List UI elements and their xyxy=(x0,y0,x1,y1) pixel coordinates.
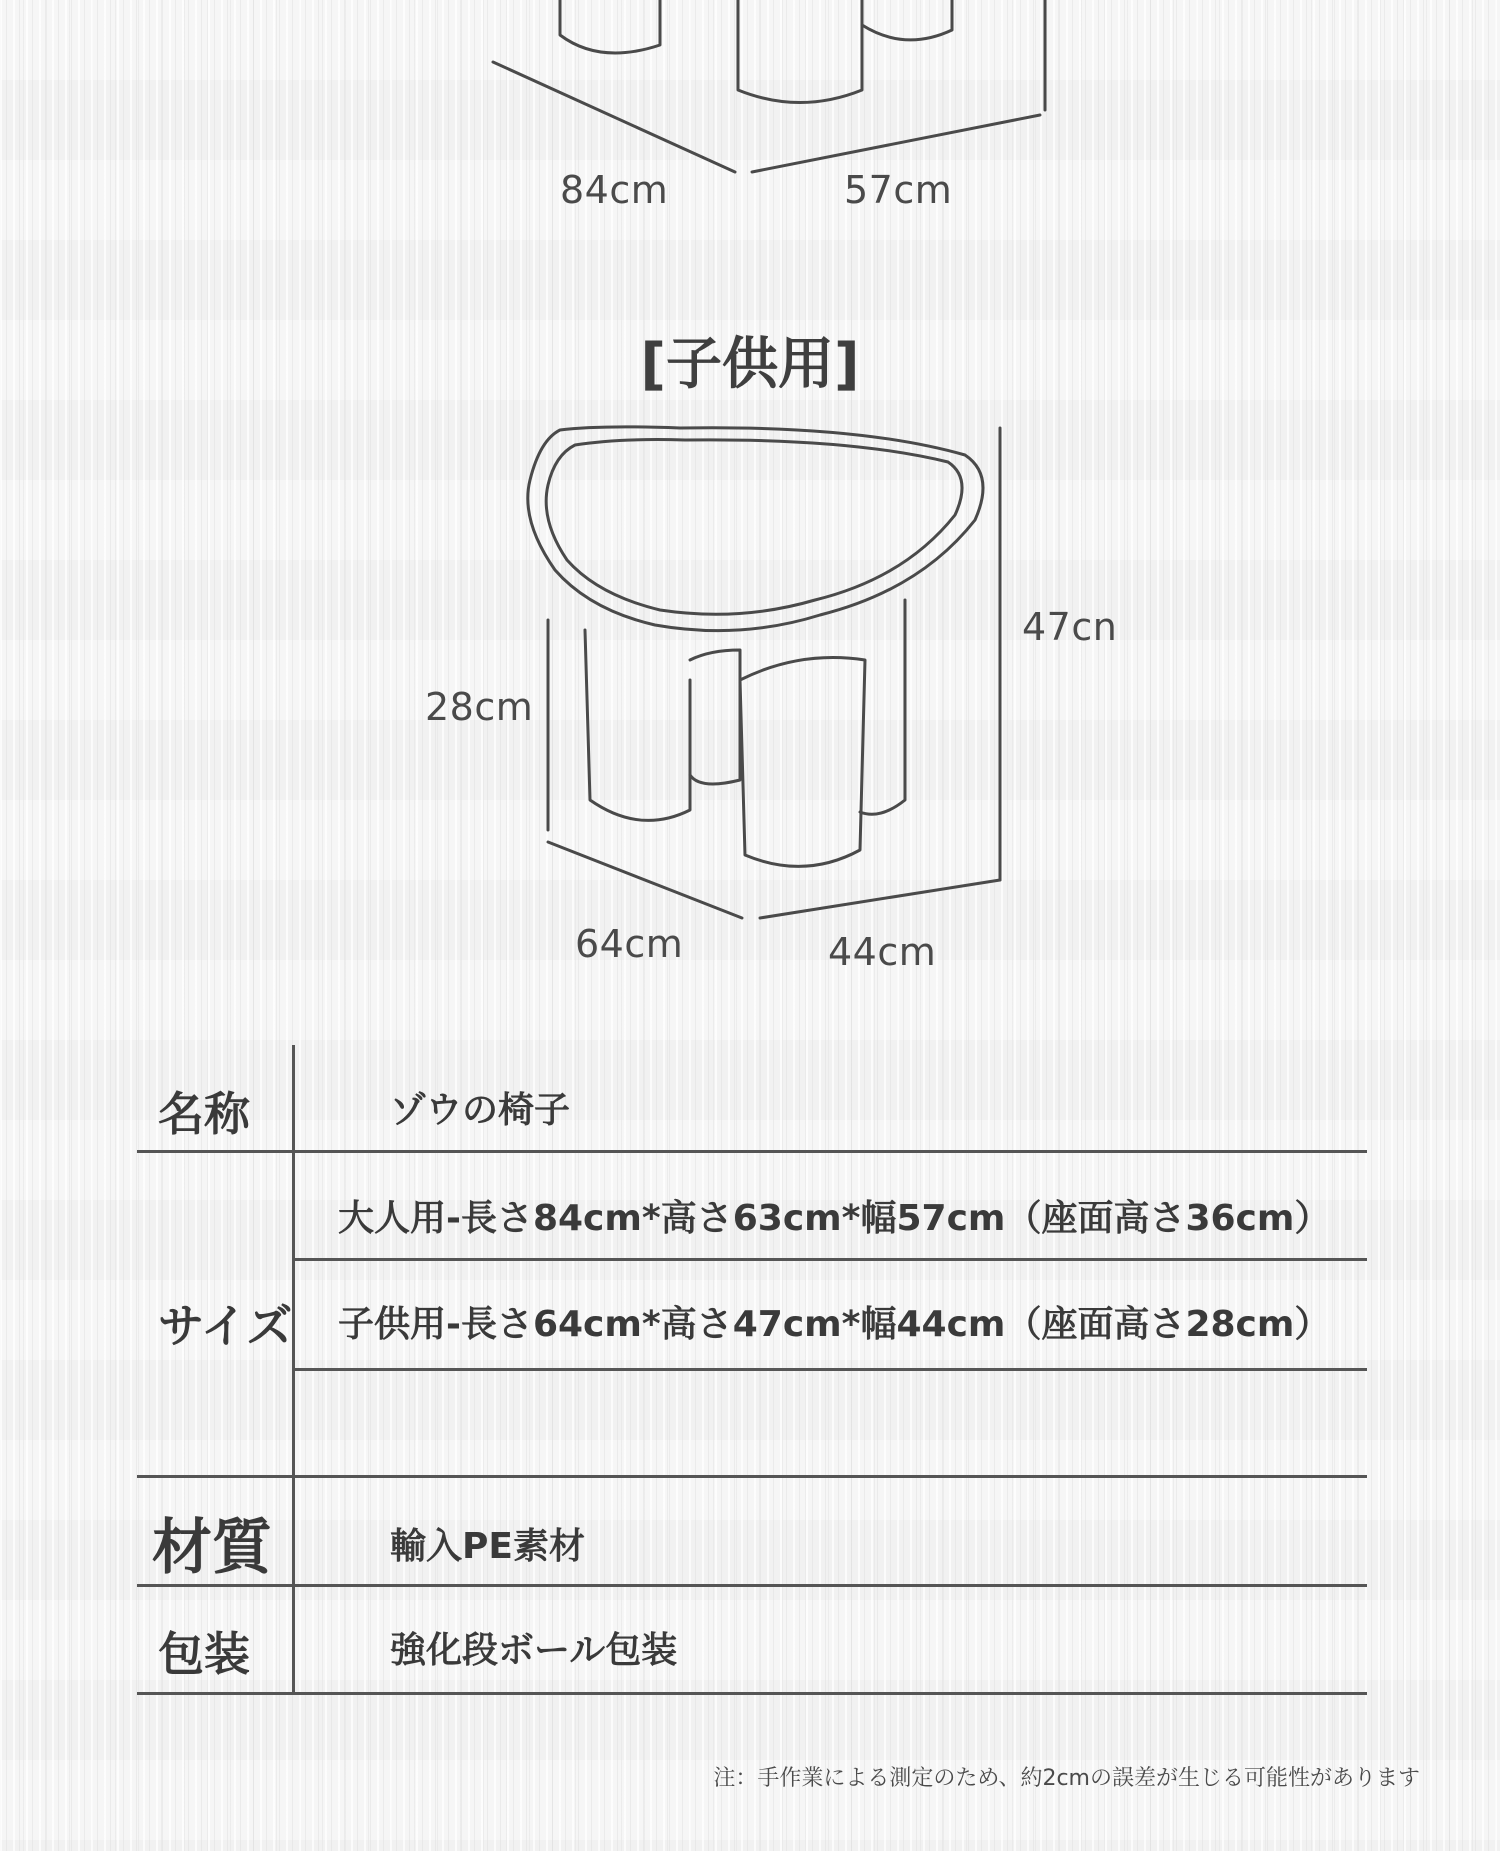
size-label: サイズ xyxy=(158,1299,293,1353)
child-chair-leg-right xyxy=(860,600,905,814)
table-row-divider xyxy=(295,1368,1367,1371)
table-row-divider xyxy=(137,1475,1367,1478)
packaging-value: 強化段ボール包装 xyxy=(390,1630,678,1671)
child-chair-leg-front xyxy=(740,658,865,867)
measurement-note: 注：手作業による測定のため、約2cmの誤差が生じる可能性があります xyxy=(713,1766,1420,1791)
child-dim-width: 44cm xyxy=(828,930,937,974)
adult-dim-line-width xyxy=(752,115,1040,172)
adult-chair-drawing xyxy=(493,0,1045,172)
adult-chair-leg-right xyxy=(862,0,952,40)
adult-dim-width: 57cm xyxy=(844,168,953,212)
child-section-heading: [子供用] xyxy=(640,332,860,397)
adult-dim-length: 84cm xyxy=(560,168,669,212)
adult-chair-leg-left xyxy=(560,0,660,53)
name-value: ゾウの椅子 xyxy=(390,1090,571,1131)
adult-dim-line-length xyxy=(493,62,735,172)
child-dim-line-width xyxy=(760,880,1000,918)
child-chair-seat-inner xyxy=(546,440,962,615)
size-child-value: 子供用-長さ64cm*高さ47cm*幅44cm（座面高さ28cm） xyxy=(338,1304,1331,1345)
material-value: 輸入PE素材 xyxy=(390,1526,585,1567)
child-chair-leg-back xyxy=(690,650,740,784)
table-row-divider xyxy=(295,1258,1367,1261)
adult-chair-leg-front xyxy=(738,0,862,103)
name-label: 名称 xyxy=(158,1087,250,1141)
child-dim-line-length xyxy=(548,842,742,918)
table-row-divider xyxy=(137,1584,1367,1587)
child-dim-length: 64cm xyxy=(575,922,684,966)
child-chair-drawing xyxy=(528,427,1000,918)
child-chair-seat-outer xyxy=(528,427,983,631)
size-adult-value: 大人用-長さ84cm*高さ63cm*幅57cm（座面高さ36cm） xyxy=(338,1198,1331,1239)
child-dim-height: 47cn xyxy=(1022,605,1118,649)
table-row-divider xyxy=(137,1150,1367,1153)
table-row-divider xyxy=(137,1692,1367,1695)
child-dim-seat-height: 28cm xyxy=(425,685,534,729)
packaging-label: 包装 xyxy=(158,1627,250,1681)
child-chair-leg-left xyxy=(585,630,690,820)
material-label: 材質 xyxy=(152,1513,272,1583)
